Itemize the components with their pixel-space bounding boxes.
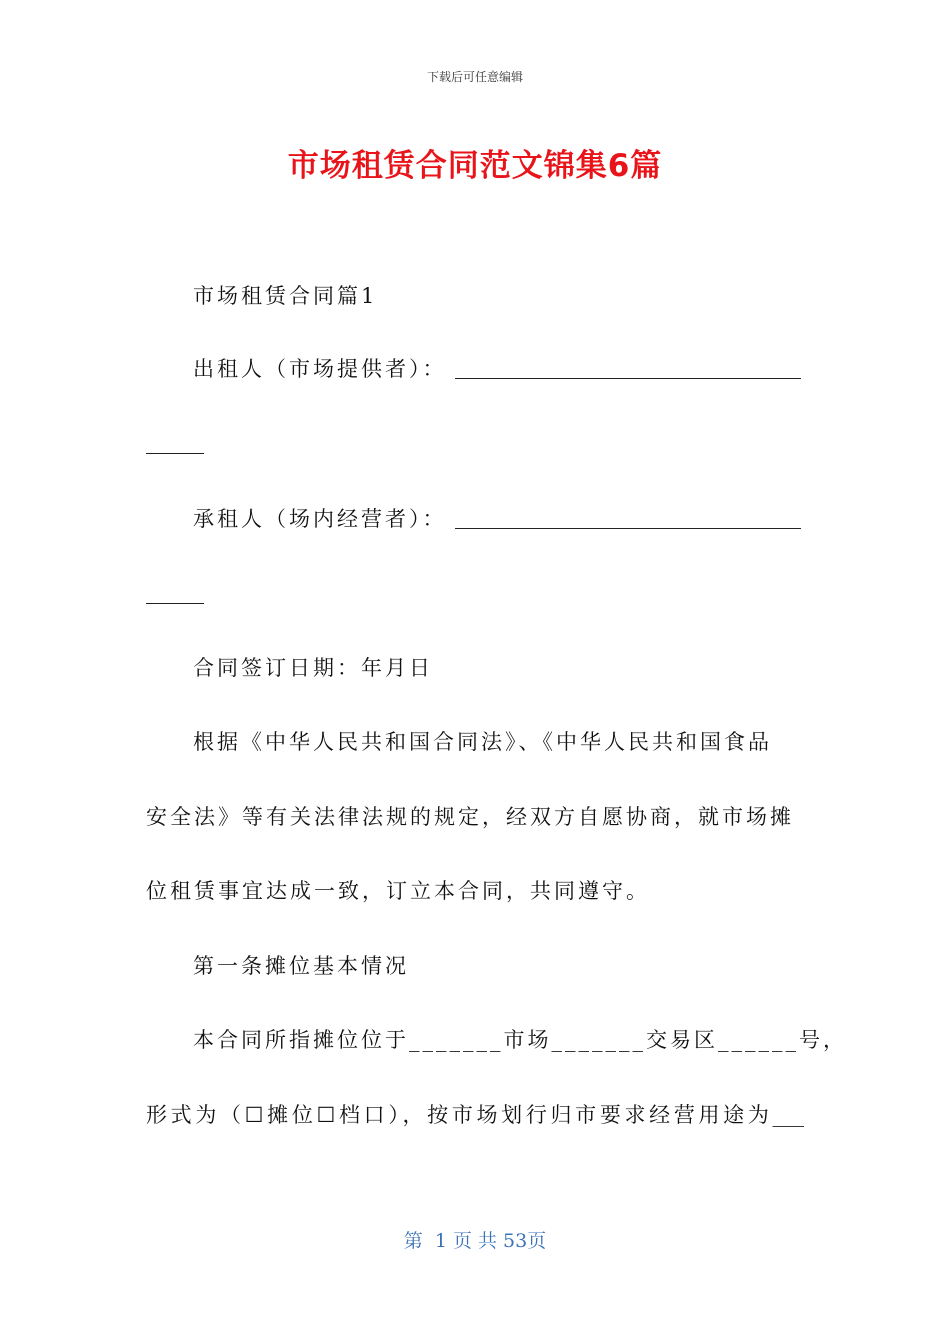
lessor-fill-line-continued (146, 453, 204, 454)
paragraph-line: 安全法》等有关法律法规的规定，经双方自愿协商，就市场摊 (146, 805, 794, 829)
header-note: 下载后可任意编辑 (426, 70, 523, 84)
document-title: 市场租赁合同范文锦集6篇 (287, 148, 663, 184)
article-heading: 第一条摊位基本情况 (193, 954, 409, 978)
paragraph-line: 位租赁事宜达成一致，订立本合同，共同遵守。 (146, 879, 650, 903)
lessee-fill-line-continued (146, 603, 204, 604)
paragraph-line: 根据《中华人民共和国合同法》、《中华人民共和国食品 (193, 730, 772, 754)
lessee-fill-line (455, 528, 801, 529)
sign-date: 合同签订日期：年月日 (193, 656, 433, 680)
paragraph-line: 本合同所指摊位位于_______市场_______交易区______号， (193, 1028, 847, 1052)
page-footer: 第 1 页 共 53页 (403, 1230, 547, 1252)
section-heading: 市场租赁合同篇1 (193, 284, 378, 308)
paragraph-line: 形式为（☐摊位☐档口），按市场划行归市要求经营用途为___ (146, 1103, 804, 1127)
lessor-label: 出租人（市场提供者）： (193, 357, 447, 381)
lessee-label: 承租人（场内经营者）： (193, 507, 447, 531)
lessor-fill-line (455, 378, 801, 379)
